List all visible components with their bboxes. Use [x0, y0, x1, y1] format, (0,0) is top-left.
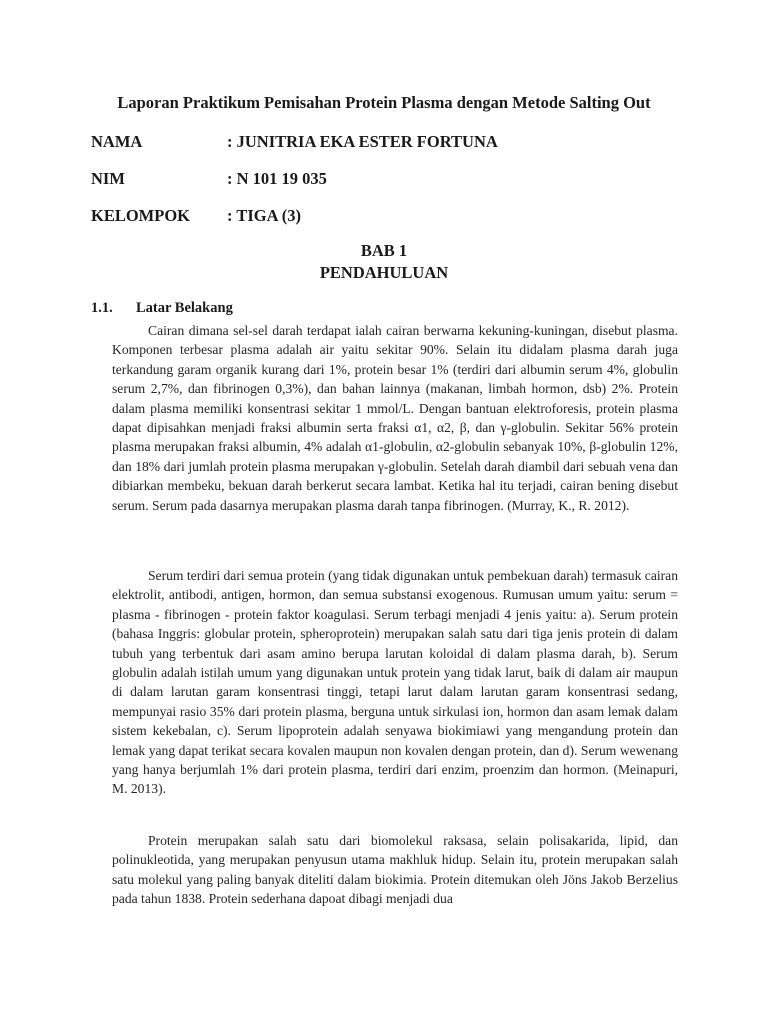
paragraph-text: Cairan dimana sel-sel darah terdapat ialah cairan berwarna kekuning-kuningan, disebut plasma. Komponen terbesar plasma adalah air yaitu sekitar 90%. Selain itu didalam plasma darah juga terkandung garam organik kurang dari 1%, protein besar 1% (terdiri dari albumin serum 4%, globulin serum 2,7%, dan fibrinogen 0,3%), dan bahan lainnya (makanan, limbah hormon, dsb) 2%. Protein dalam plasma memiliki konsentrasi sekitar 1 mmol/L. Dengan bantuan elektroforesis, protein plasma dapat dipisahkan menjadi fraksi albumin serta fraksi α1, α2, β, dan γ-globulin. Sekitar 56% protein plasma merupakan fraksi albumin, 4% adalah α1-globulin, α2-globulin sebanyak 10%, β-globulin 12%, dan 18% dari jumlah protein plasma merupakan γ-globulin. Setelah darah diambil dari sebuah vena dan dibiarkan membeku, bekuan darah berkerut secara lambat. Ketika hal itu terjadi, cairan bening disebut serum. Serum pada dasarnya merupakan plasma darah tanpa fibrinogen. (Murray, K., R. 2012).	[112, 323, 678, 513]
identity-key: NAMA	[91, 132, 143, 151]
identity-value: : JUNITRIA EKA ESTER FORTUNA	[227, 132, 498, 151]
paragraph-3	[112, 831, 678, 909]
paragraph-2	[112, 566, 678, 799]
document-title: Laporan Praktikum Pemisahan Protein Plasma dengan Metode Salting Out	[117, 93, 651, 112]
section-number: 1.1.	[91, 300, 113, 316]
identity-key: KELOMPOK	[91, 206, 190, 225]
identity-value: : N 101 19 035	[227, 169, 327, 188]
chapter-title: PENDAHULUAN	[319, 263, 449, 282]
paragraph-text: Protein merupakan salah satu dari biomolekul raksasa, selain polisakarida, lipid, dan polinukleotida, yang merupakan penyusun utama makhluk hidup. Selain itu, protein merupakan salah satu molekul yang paling banyak diteliti dalam biokimia. Protein ditemukan oleh Jöns Jakob Berzelius pada tahun 1838. Protein sederhana dapoat dibagi menjadi dua	[112, 833, 678, 907]
paragraph-text: Serum terdiri dari semua protein (yang tidak digunakan untuk pembekuan darah) termasuk cairan elektrolit, antibodi, antigen, hormon, dan semua substansi exogenous. Rumusan umum yaitu: serum = plasma - fibrinogen - protein faktor koagulasi. Serum terbagi menjadi 4 jenis yaitu: a). Serum protein (bahasa Inggris: globular protein, spheroprotein) merupakan salah satu dari tiga jenis protein di dalam tubuh yang terbentuk dari asam amino berupa larutan koloidal di dalam plasma darah, b). Serum globulin adalah istilah umum yang digunakan untuk protein yang tidak larut, baik di dalam air maupun di dalam larutan garam konsentrasi tinggi, tetapi larut dalam larutan garam konsentrasi sedang, mempunyai rasio 35% dari protein plasma, berguna untuk sirkulasi ion, hormon dan asam lemak dalam sistem kekebalan, c). Serum lipoprotein adalah senyawa biokimiawi yang mengandung protein dan lemak yang dapat terikat secara kovalen maupun non kovalen dengan protein, dan d). Serum wewenang yang hanya berjumlah 1% dari protein plasma, terdiri dari enzim, proenzim dan hormon. (Meinapuri, M. 2013).	[112, 568, 678, 797]
section-title: Latar Belakang	[136, 300, 233, 316]
identity-key: NIM	[91, 169, 125, 188]
identity-value: : TIGA (3)	[227, 206, 301, 225]
chapter-number: BAB 1	[360, 241, 408, 260]
paragraph-1	[112, 321, 678, 515]
